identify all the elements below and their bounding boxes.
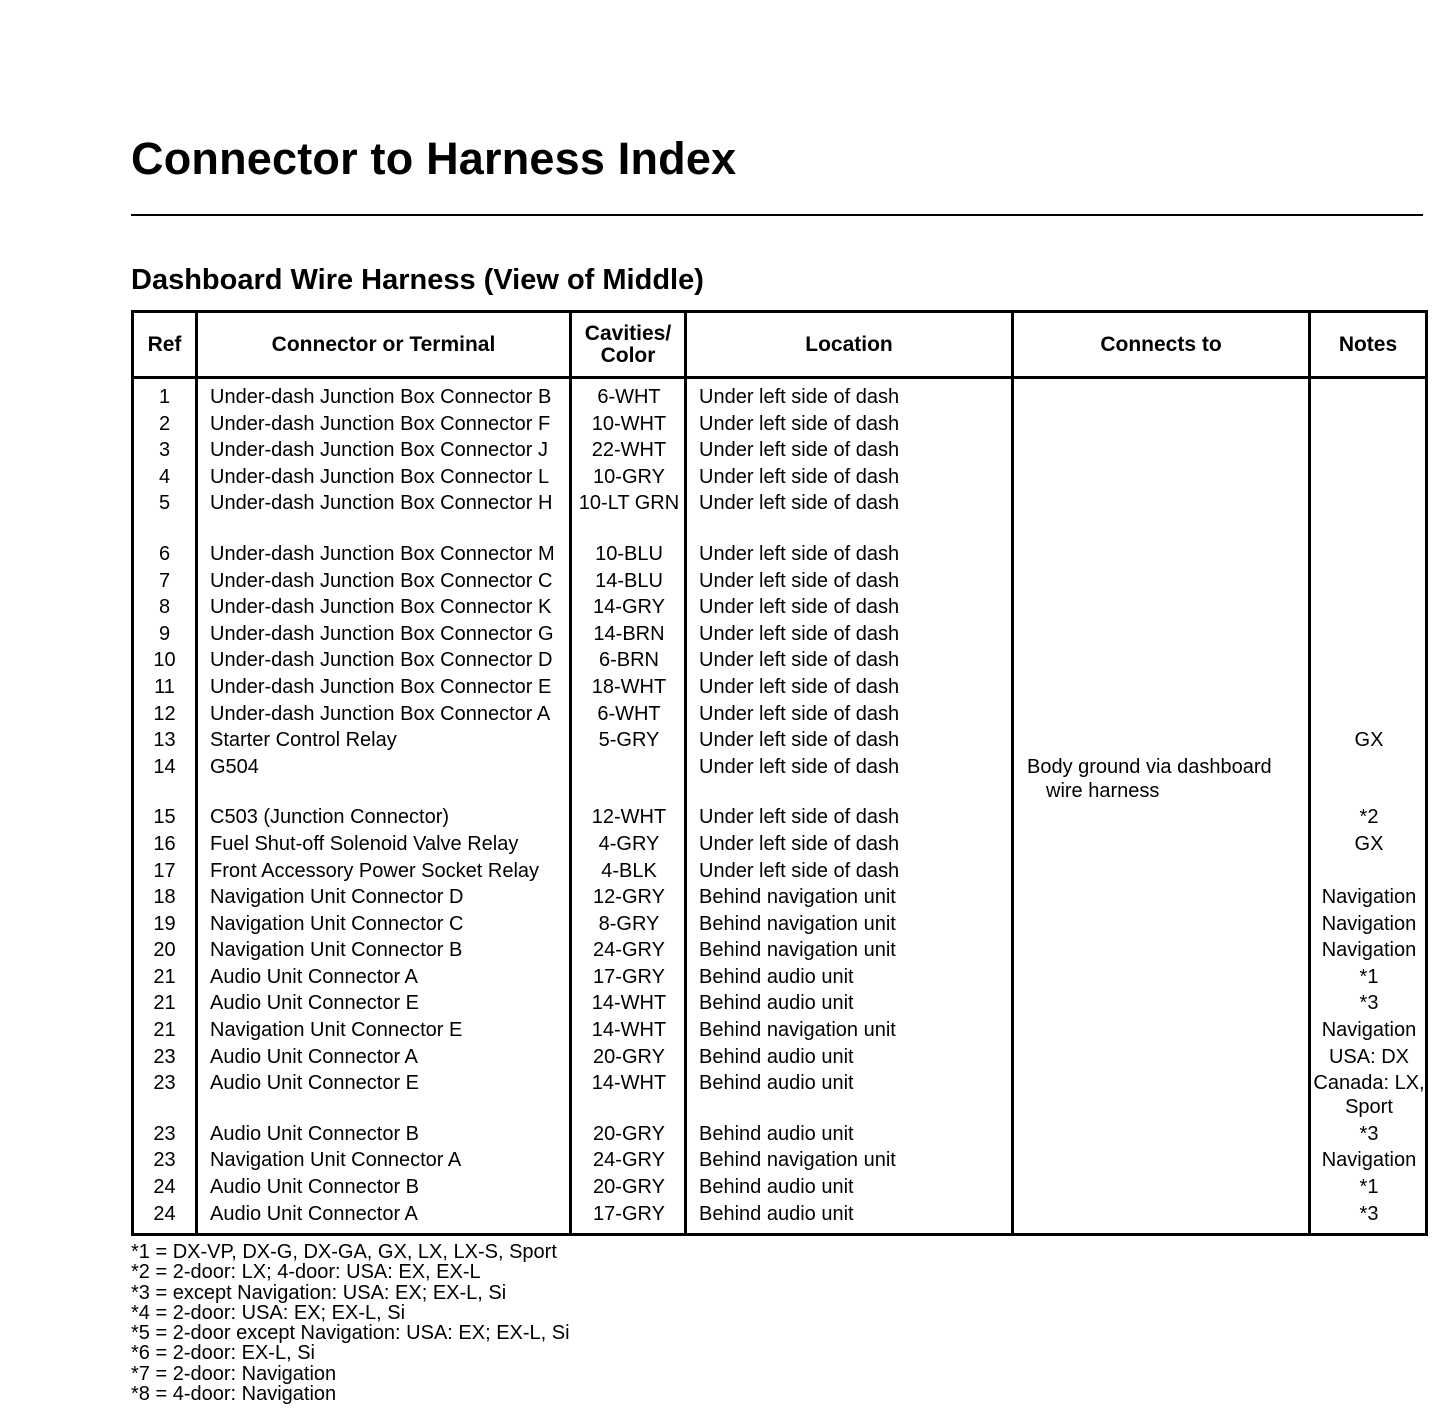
footnote: *3 = except Navigation: USA: EX; EX-L, Si bbox=[131, 1281, 507, 1304]
cell-location: Under left side of dash bbox=[699, 755, 900, 778]
section-title: Dashboard Wire Harness (View of Middle) bbox=[131, 264, 704, 296]
cell-ref: 20 bbox=[153, 939, 176, 962]
cell-location: Under left side of dash bbox=[699, 702, 900, 725]
table-row bbox=[134, 465, 1425, 492]
cell-cavities: 20-GRY bbox=[593, 1176, 665, 1199]
cell-location: Behind navigation unit bbox=[699, 912, 896, 935]
cell-ref: 21 bbox=[153, 992, 176, 1015]
connects-to-line: Body ground via dashboard bbox=[1027, 755, 1272, 778]
cell-location: Under left side of dash bbox=[699, 465, 900, 488]
cell-ref: 10 bbox=[153, 649, 176, 672]
cell-connector: Navigation Unit Connector B bbox=[210, 939, 463, 962]
cell-location: Behind audio unit bbox=[699, 1072, 854, 1095]
cell-cavities: 4-BLK bbox=[601, 859, 657, 882]
cell-location: Behind navigation unit bbox=[699, 939, 896, 962]
header-divider bbox=[134, 376, 1425, 379]
cell-cavities: 10-LT GRN bbox=[578, 492, 680, 515]
cell-location: Under left side of dash bbox=[699, 569, 900, 592]
table-row bbox=[134, 859, 1425, 886]
cell-notes: GX bbox=[1354, 832, 1384, 855]
cell-location: Under left side of dash bbox=[699, 622, 900, 645]
cell-ref: 8 bbox=[158, 596, 171, 619]
cell-location: Under left side of dash bbox=[699, 675, 900, 698]
cell-ref: 9 bbox=[158, 622, 171, 645]
cell-ref: 16 bbox=[153, 832, 176, 855]
table-row bbox=[134, 702, 1425, 729]
cell-cavities: 6-WHT bbox=[597, 702, 661, 725]
table-row bbox=[134, 1175, 1425, 1202]
cell-location: Under left side of dash bbox=[699, 859, 900, 882]
cell-notes: Navigation bbox=[1321, 939, 1417, 962]
table-row bbox=[134, 938, 1425, 965]
page-title: Connector to Harness Index bbox=[131, 133, 737, 184]
cell-notes: *3 bbox=[1359, 992, 1379, 1015]
cell-cavities: 14-GRY bbox=[593, 596, 665, 619]
cell-cavities: 5-GRY bbox=[598, 729, 660, 752]
table-row bbox=[134, 438, 1425, 465]
cell-cavities: 22-WHT bbox=[591, 439, 667, 462]
cell-notes: Navigation bbox=[1321, 1019, 1417, 1042]
cell-connector: C503 (Junction Connector) bbox=[210, 806, 450, 829]
footnote: *5 = 2-door except Navigation: USA: EX; EX-L, Si bbox=[131, 1322, 570, 1345]
cell-ref: 2 bbox=[158, 412, 171, 435]
cell-location: Behind audio unit bbox=[699, 965, 854, 988]
cell-cavities: 24-GRY bbox=[593, 1149, 665, 1172]
table-row bbox=[134, 569, 1425, 596]
harness-index-table bbox=[131, 310, 1428, 1236]
footnote: *7 = 2-door: Navigation bbox=[131, 1362, 337, 1385]
cell-ref: 24 bbox=[153, 1202, 176, 1225]
cell-connects-to bbox=[1027, 755, 1297, 803]
table-row bbox=[134, 1202, 1425, 1229]
cell-location: Under left side of dash bbox=[699, 412, 900, 435]
cell-ref: 3 bbox=[158, 439, 171, 462]
cell-cavities: 10-BLU bbox=[595, 542, 663, 565]
cell-ref: 14 bbox=[153, 755, 176, 778]
cell-ref: 12 bbox=[153, 702, 176, 725]
cell-ref: 23 bbox=[153, 1149, 176, 1172]
cell-connector: Audio Unit Connector A bbox=[210, 965, 418, 988]
table-row bbox=[134, 595, 1425, 622]
header-notes: Notes bbox=[1338, 332, 1398, 356]
header-cavities-line2: Color bbox=[600, 343, 656, 367]
cell-ref: 21 bbox=[153, 1019, 176, 1042]
header-location: Location bbox=[805, 332, 893, 356]
cell-location: Behind audio unit bbox=[699, 1176, 854, 1199]
cell-ref: 23 bbox=[153, 1122, 176, 1145]
table-row bbox=[134, 755, 1425, 806]
table-row bbox=[134, 885, 1425, 912]
cell-connector: Under-dash Junction Box Connector A bbox=[210, 702, 551, 725]
table-row bbox=[134, 728, 1425, 755]
cell-location: Behind audio unit bbox=[699, 1122, 854, 1145]
cell-location: Under left side of dash bbox=[699, 492, 900, 515]
cell-connector: Under-dash Junction Box Connector B bbox=[210, 386, 552, 408]
cell-connector: Navigation Unit Connector C bbox=[210, 912, 464, 935]
cell-ref: 23 bbox=[153, 1045, 176, 1068]
cell-location: Under left side of dash bbox=[699, 832, 900, 855]
cell-cavities: 20-GRY bbox=[593, 1045, 665, 1068]
cell-cavities: 14-WHT bbox=[591, 992, 667, 1015]
footnote: *1 = DX-VP, DX-G, DX-GA, GX, LX, LX-S, Sport bbox=[131, 1241, 557, 1263]
cell-location: Under left side of dash bbox=[699, 596, 900, 619]
cell-cavities: 8-GRY bbox=[598, 912, 660, 935]
cell-notes: *3 bbox=[1359, 1122, 1379, 1145]
cell-cavities: 10-GRY bbox=[593, 465, 665, 488]
cell-cavities: 12-GRY bbox=[593, 886, 665, 909]
cell-location: Behind navigation unit bbox=[699, 1149, 896, 1172]
cell-connector: Under-dash Junction Box Connector E bbox=[210, 675, 552, 698]
cell-location: Behind audio unit bbox=[699, 1202, 854, 1225]
cell-connector: Audio Unit Connector B bbox=[210, 1176, 420, 1199]
cell-connector: Under-dash Junction Box Connector F bbox=[210, 412, 551, 435]
cell-location: Under left side of dash bbox=[699, 386, 900, 408]
cell-cavities: 10-WHT bbox=[591, 412, 667, 435]
cell-notes: *3 bbox=[1359, 1202, 1379, 1225]
cell-cavities: 14-BRN bbox=[593, 622, 665, 645]
table-row bbox=[134, 491, 1425, 542]
cell-notes: Navigation bbox=[1321, 912, 1417, 935]
cell-ref: 7 bbox=[158, 569, 171, 592]
table-row bbox=[134, 648, 1425, 675]
cell-ref: 23 bbox=[153, 1072, 176, 1095]
table-row bbox=[134, 965, 1425, 992]
cell-ref: 15 bbox=[153, 806, 176, 829]
cell-cavities: 4-GRY bbox=[598, 832, 660, 855]
table-row bbox=[134, 622, 1425, 649]
cell-connector: Audio Unit Connector A bbox=[210, 1202, 418, 1225]
table-row bbox=[134, 1071, 1425, 1122]
cell-connector: Front Accessory Power Socket Relay bbox=[210, 859, 540, 882]
table-row bbox=[134, 385, 1425, 412]
title-divider bbox=[131, 214, 1423, 216]
cell-connector: Navigation Unit Connector D bbox=[210, 886, 464, 909]
table-row bbox=[134, 912, 1425, 939]
cell-cavities: 17-GRY bbox=[593, 965, 665, 988]
cell-cavities: 20-GRY bbox=[593, 1122, 665, 1145]
cell-notes: Canada: LX, Sport bbox=[1313, 1072, 1425, 1119]
cell-cavities: 14-WHT bbox=[591, 1072, 667, 1095]
table-row bbox=[134, 412, 1425, 439]
cell-ref: 19 bbox=[153, 912, 176, 935]
cell-location: Under left side of dash bbox=[699, 806, 900, 829]
footnote: *8 = 4-door: Navigation bbox=[131, 1383, 337, 1406]
cell-notes: Navigation bbox=[1321, 886, 1417, 909]
cell-ref: 1 bbox=[158, 386, 171, 408]
cell-notes: *2 bbox=[1359, 806, 1379, 829]
footnote: *2 = 2-door: LX; 4-door: USA: EX, EX-L bbox=[131, 1261, 481, 1284]
cell-location: Behind navigation unit bbox=[699, 886, 896, 909]
cell-connector: Under-dash Junction Box Connector J bbox=[210, 439, 548, 462]
table-row bbox=[134, 832, 1425, 859]
table-row bbox=[134, 542, 1425, 569]
table-row bbox=[134, 805, 1425, 832]
table-row bbox=[134, 1122, 1425, 1149]
cell-connector: Audio Unit Connector A bbox=[210, 1045, 418, 1068]
cell-connector: Under-dash Junction Box Connector H bbox=[210, 492, 553, 515]
table-row bbox=[134, 1018, 1425, 1045]
cell-cavities: 18-WHT bbox=[591, 675, 667, 698]
cell-location: Behind audio unit bbox=[699, 1045, 854, 1068]
cell-cavities: 17-GRY bbox=[593, 1202, 665, 1225]
cell-notes: *1 bbox=[1359, 965, 1379, 988]
cell-ref: 13 bbox=[153, 729, 176, 752]
cell-location: Under left side of dash bbox=[699, 439, 900, 462]
table-row bbox=[134, 991, 1425, 1018]
cell-connector: G504 bbox=[210, 755, 259, 778]
cell-location: Behind audio unit bbox=[699, 992, 854, 1015]
cell-connector: Under-dash Junction Box Connector D bbox=[210, 649, 553, 672]
cell-connector: Under-dash Junction Box Connector K bbox=[210, 596, 552, 619]
table-row bbox=[134, 1148, 1425, 1175]
cell-connector: Audio Unit Connector E bbox=[210, 1072, 420, 1095]
cell-ref: 5 bbox=[158, 492, 171, 515]
cell-ref: 6 bbox=[158, 542, 171, 565]
cell-connector: Starter Control Relay bbox=[210, 729, 397, 752]
table-row bbox=[134, 675, 1425, 702]
connects-to-line: wire harness bbox=[1046, 779, 1160, 802]
cell-connector: Under-dash Junction Box Connector G bbox=[210, 622, 554, 645]
header-ref: Ref bbox=[147, 332, 182, 356]
cell-connector: Under-dash Junction Box Connector C bbox=[210, 569, 553, 592]
cell-cavities: 14-WHT bbox=[591, 1019, 667, 1042]
cell-connector: Navigation Unit Connector E bbox=[210, 1019, 463, 1042]
cell-ref: 17 bbox=[153, 859, 176, 882]
cell-notes: *1 bbox=[1359, 1176, 1379, 1199]
header-connector: Connector or Terminal bbox=[271, 332, 496, 356]
cell-ref: 18 bbox=[153, 886, 176, 909]
cell-notes: GX bbox=[1354, 729, 1384, 752]
cell-location: Under left side of dash bbox=[699, 649, 900, 672]
cell-cavities: 6-WHT bbox=[597, 386, 661, 408]
cell-connector: Under-dash Junction Box Connector L bbox=[210, 465, 550, 488]
footnote: *6 = 2-door: EX-L, Si bbox=[131, 1342, 315, 1365]
table-body bbox=[134, 385, 1425, 1228]
cell-ref: 11 bbox=[154, 675, 175, 698]
header-cavities bbox=[572, 313, 684, 376]
cell-connector: Fuel Shut-off Solenoid Valve Relay bbox=[210, 832, 519, 855]
cell-connector: Audio Unit Connector B bbox=[210, 1122, 420, 1145]
cell-notes: Navigation bbox=[1321, 1149, 1417, 1172]
cell-cavities: 12-WHT bbox=[591, 806, 667, 829]
table-row bbox=[134, 1045, 1425, 1072]
cell-connector: Navigation Unit Connector A bbox=[210, 1149, 462, 1172]
footnotes bbox=[131, 1242, 570, 1404]
cell-ref: 21 bbox=[153, 965, 176, 988]
cell-connector: Under-dash Junction Box Connector M bbox=[210, 542, 555, 565]
cell-connector: Audio Unit Connector E bbox=[210, 992, 420, 1015]
header-connects-to: Connects to bbox=[1100, 332, 1222, 356]
cell-ref: 24 bbox=[153, 1176, 176, 1199]
header-cavities-line1: Cavities/ bbox=[584, 321, 672, 345]
cell-location: Behind navigation unit bbox=[699, 1019, 896, 1042]
cell-cavities: 24-GRY bbox=[593, 939, 665, 962]
cell-location: Under left side of dash bbox=[699, 729, 900, 752]
cell-notes: USA: DX bbox=[1328, 1045, 1410, 1068]
cell-ref: 4 bbox=[158, 465, 171, 488]
footnote: *4 = 2-door: USA: EX; EX-L, Si bbox=[131, 1301, 406, 1324]
cell-location: Under left side of dash bbox=[699, 542, 900, 565]
cell-cavities: 14-BLU bbox=[595, 569, 663, 592]
cell-cavities: 6-BRN bbox=[598, 649, 659, 672]
